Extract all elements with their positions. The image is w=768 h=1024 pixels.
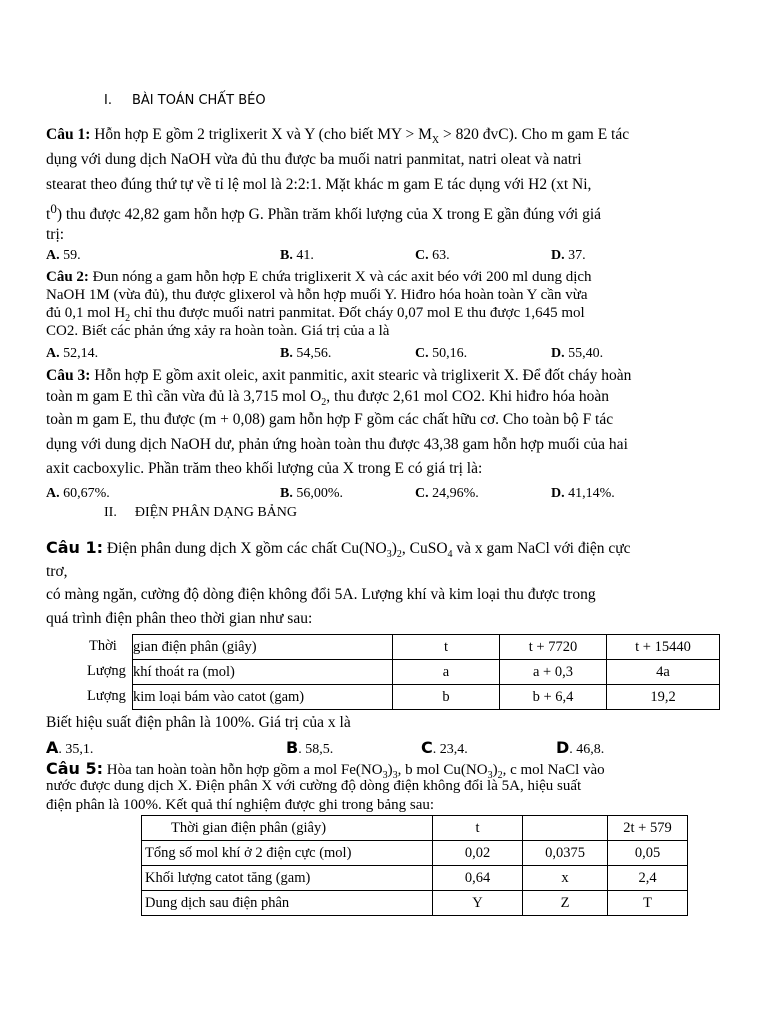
- q3-line-1: [46, 367, 631, 385]
- q3-label: Câu 3:: [46, 367, 91, 384]
- table-cell: 0,0375: [523, 841, 608, 866]
- q4-line-2: trơ,: [46, 563, 68, 580]
- q4-after-text: Biết hiệu suất điện phân là 100%. Giá trị của x là: [46, 714, 351, 731]
- answer-value: 52,14.: [59, 346, 99, 361]
- q2-line-2: NaOH 1M (vừa đủ), thu được glixerol và hỗn hợp muối Y. Hiđro hóa hoàn toàn Y cần vừa: [46, 287, 588, 303]
- answer-value: 41.: [292, 248, 314, 263]
- table-cell: Z: [523, 891, 608, 916]
- q3-line-4: dụng với dung dịch NaOH dư, phản ứng hoàn toàn thu được 43,38 gam hỗn hợp muối của hai: [46, 436, 628, 453]
- answer-value: . 23,4.: [432, 742, 468, 757]
- q1-answer-d: [551, 248, 586, 264]
- table-row: [142, 816, 688, 841]
- answer-value: 59.: [59, 248, 81, 263]
- table-row: [142, 891, 688, 916]
- answer-key: D.: [551, 248, 565, 263]
- answer-value: 37.: [564, 248, 586, 263]
- section-1-number: I.: [104, 93, 112, 108]
- row-label-prefix: Lượng: [87, 663, 126, 679]
- row-label: kim loại bám vào catot (gam): [133, 688, 305, 705]
- subscript: 4: [447, 549, 453, 561]
- answer-key: C: [421, 738, 433, 757]
- subscript: 2: [497, 770, 503, 781]
- subscript: 3: [487, 770, 493, 781]
- answer-key: D.: [551, 486, 565, 501]
- q2-answer-a: [46, 346, 98, 362]
- row-label-prefix: Thời: [89, 638, 117, 654]
- table-cell: b: [393, 685, 500, 710]
- answer-key: A.: [46, 486, 60, 501]
- q4-label: Câu 1:: [46, 538, 104, 557]
- q4-line-4: quá trình điện phân theo thời gian như sau:: [46, 610, 313, 627]
- q3-line-5: axit cacboxylic. Phần trăm theo khối lượng của X trong E có giá trị là:: [46, 460, 483, 477]
- answer-value: . 58,5.: [298, 742, 334, 757]
- table-cell: 0,64: [433, 866, 523, 891]
- q2-line-1: [46, 269, 592, 286]
- q4-answer-b: [286, 738, 333, 758]
- q5-text: , b mol Cu(NO: [397, 762, 488, 778]
- table-row: [142, 866, 688, 891]
- q1-line-1: [46, 126, 629, 146]
- table-cell: Khối lượng catot tăng (gam): [142, 866, 433, 891]
- q2-label: Câu 2:: [46, 269, 89, 285]
- answer-key: C.: [415, 486, 429, 501]
- table-cell: 19,2: [607, 685, 720, 710]
- q2-answer-c: [415, 346, 467, 362]
- answer-key: C.: [415, 248, 429, 263]
- q2-text: Đun nóng a gam hỗn hợp E chứa triglixerit X và các axit béo với 200 ml dung dịch: [88, 269, 592, 285]
- q1-text: ) thu được 42,82 gam hỗn hợp G. Phần trăm khối lượng của X trong E gần đúng với giá: [56, 206, 602, 224]
- table-cell: t: [433, 816, 523, 841]
- q5-line-3: điện phân là 100%. Kết quả thí nghiệm được ghi trong bảng sau:: [46, 797, 435, 813]
- q1-label: Câu 1:: [46, 126, 91, 143]
- table-cell: Tổng số mol khí ở 2 điện cực (mol): [142, 841, 433, 866]
- table-cell: [89, 635, 393, 660]
- q1-answer-b: [280, 248, 314, 264]
- q3-answer-a: [46, 486, 110, 502]
- q4-text: , CuSO: [401, 540, 448, 557]
- section-2-title: ĐIỆN PHÂN DẠNG BẢNG: [134, 505, 297, 520]
- table-cell: b + 6,4: [500, 685, 607, 710]
- subscript: 2: [125, 313, 131, 324]
- q1-text: Hỗn hợp E gồm 2 triglixerit X và Y (cho biết MY > M: [90, 126, 432, 143]
- answer-value: 50,16.: [428, 346, 468, 361]
- table-row: [133, 635, 720, 660]
- q1-line-2: dụng với dung dịch NaOH vừa đủ thu được ba muối natri panmitat, natri oleat và natri: [46, 151, 582, 168]
- table-cell: a: [393, 660, 500, 685]
- q4-text: ): [391, 540, 397, 557]
- table-row: [142, 841, 688, 866]
- electrolysis-table-2: [141, 815, 688, 916]
- table-cell: T: [608, 891, 688, 916]
- q2-answer-b: [280, 346, 331, 362]
- subscript: 2: [321, 397, 327, 409]
- answer-value: 24,96%.: [428, 486, 479, 501]
- answer-key: C.: [415, 346, 429, 361]
- section-2-number: II.: [104, 505, 117, 520]
- subscript: 3: [386, 549, 392, 561]
- answer-value: . 46,8.: [569, 742, 605, 757]
- table-cell: Thời gian điện phân (giây): [142, 816, 433, 841]
- table-cell: [523, 816, 608, 841]
- table-cell: t + 15440: [607, 635, 720, 660]
- answer-value: . 35,1.: [58, 742, 94, 757]
- q1-line-3: stearat theo đúng thứ tự về tỉ lệ mol là 2:2:1. Mặt khác m gam E tác dụng với H2 (xt Ni,: [46, 176, 592, 193]
- answer-key: D.: [551, 346, 565, 361]
- table-cell: 0,05: [608, 841, 688, 866]
- subscript: X: [431, 135, 440, 147]
- section-1-title: BÀI TOÁN CHẤT BÉO: [131, 93, 266, 108]
- q4-line-1: [46, 538, 631, 560]
- q2-text: đủ 0,1 mol H: [46, 305, 126, 321]
- table-cell: 2,4: [608, 866, 688, 891]
- answer-key: D: [556, 738, 570, 757]
- q2-answer-d: [551, 346, 603, 362]
- answer-key: A.: [46, 346, 60, 361]
- answer-key: B.: [280, 248, 293, 263]
- q3-text: Hỗn hợp E gồm axit oleic, axit panmitic, axit stearic và triglixerit X. Để đốt cháy hoàn: [90, 367, 632, 384]
- answer-value: 63.: [428, 248, 450, 263]
- table-cell: 2t + 579: [608, 816, 688, 841]
- subscript: 3: [382, 770, 388, 781]
- table-cell: 4a: [607, 660, 720, 685]
- q3-line-3: toàn m gam E, thu được (m + 0,08) gam hỗn hợp F gồm các chất hữu cơ. Cho toàn bộ F tác: [46, 411, 614, 428]
- table-cell: x: [523, 866, 608, 891]
- section-2-heading: [104, 505, 297, 521]
- q5-label: Câu 5:: [46, 759, 104, 778]
- answer-value: 55,40.: [564, 346, 604, 361]
- q4-text: và x gam NaCl với điện cực: [452, 540, 631, 557]
- electrolysis-table-1: [87, 634, 720, 710]
- q3-text: toàn m gam E thì cần vừa đủ là 3,715 mol O: [46, 388, 322, 405]
- q2-line-4: CO2. Biết các phản ứng xảy ra hoàn toàn. Giá trị của a là: [46, 323, 390, 339]
- answer-value: 60,67%.: [59, 486, 110, 501]
- q2-text: chỉ thu được muối natri panmitat. Đốt cháy 0,07 mol E thu được 1,645 mol: [130, 305, 585, 321]
- table-cell: [87, 685, 393, 710]
- answer-value: 41,14%.: [564, 486, 615, 501]
- table-cell: t + 7720: [500, 635, 607, 660]
- q3-answer-d: [551, 486, 615, 502]
- row-label: khí thoát ra (mol): [133, 663, 235, 680]
- q5-text: , c mol NaCl vào: [502, 762, 605, 778]
- answer-value: 56,00%.: [292, 486, 344, 501]
- q4-text: Điện phân dung dịch X gồm các chất Cu(NO: [103, 540, 387, 557]
- q1-text: > 820 đvC). Cho m gam E tác: [439, 126, 630, 143]
- table-cell: Y: [433, 891, 523, 916]
- answer-key: B.: [280, 346, 293, 361]
- answer-key: A.: [46, 248, 60, 263]
- q5-line-2: nước được dung dịch X. Điện phân X với cường độ dòng điện không đổi là 5A, hiệu suất: [46, 778, 582, 794]
- answer-key: B: [286, 738, 299, 757]
- q3-line-2: [46, 388, 609, 408]
- table-cell: [87, 660, 393, 685]
- q2-line-3: [46, 305, 585, 324]
- answer-key: A: [46, 738, 59, 757]
- table-cell: 0,02: [433, 841, 523, 866]
- q4-answer-d: [556, 738, 604, 758]
- table-cell: t: [393, 635, 500, 660]
- q4-answer-c: [421, 738, 468, 758]
- row-label-prefix: Lượng: [87, 688, 126, 704]
- row-label: gian điện phân (giây): [133, 638, 257, 655]
- table-row: [133, 660, 720, 685]
- subscript: 2: [396, 549, 402, 561]
- answer-value: 54,56.: [292, 346, 332, 361]
- table-cell: Dung dịch sau điện phân: [142, 891, 433, 916]
- q5-text: ): [492, 762, 498, 778]
- answer-key: B.: [280, 486, 293, 501]
- q4-answer-a: [46, 738, 93, 758]
- superscript: 0: [50, 201, 57, 216]
- q1-answer-c: [415, 248, 450, 264]
- q3-text: , thu được 2,61 mol CO2. Khi hiđro hóa hoàn: [326, 388, 609, 405]
- table-cell: a + 0,3: [500, 660, 607, 685]
- q1-text: t: [46, 206, 51, 224]
- q1-line-4: [46, 201, 601, 224]
- q5-text: ): [387, 762, 393, 778]
- q1-line-5: trị:: [46, 226, 65, 243]
- q1-answer-a: [46, 248, 81, 264]
- q5-text: Hòa tan hoàn toàn hỗn hợp gồm a mol Fe(NO: [103, 762, 383, 778]
- q3-answer-b: [280, 486, 343, 502]
- section-1-heading: [104, 93, 266, 108]
- subscript: 3: [392, 770, 398, 781]
- table-row: [133, 685, 720, 710]
- q4-line-3: có màng ngăn, cường độ dòng điện không đổi 5A. Lượng khí và kim loại thu được trong: [46, 586, 596, 603]
- q3-answer-c: [415, 486, 479, 502]
